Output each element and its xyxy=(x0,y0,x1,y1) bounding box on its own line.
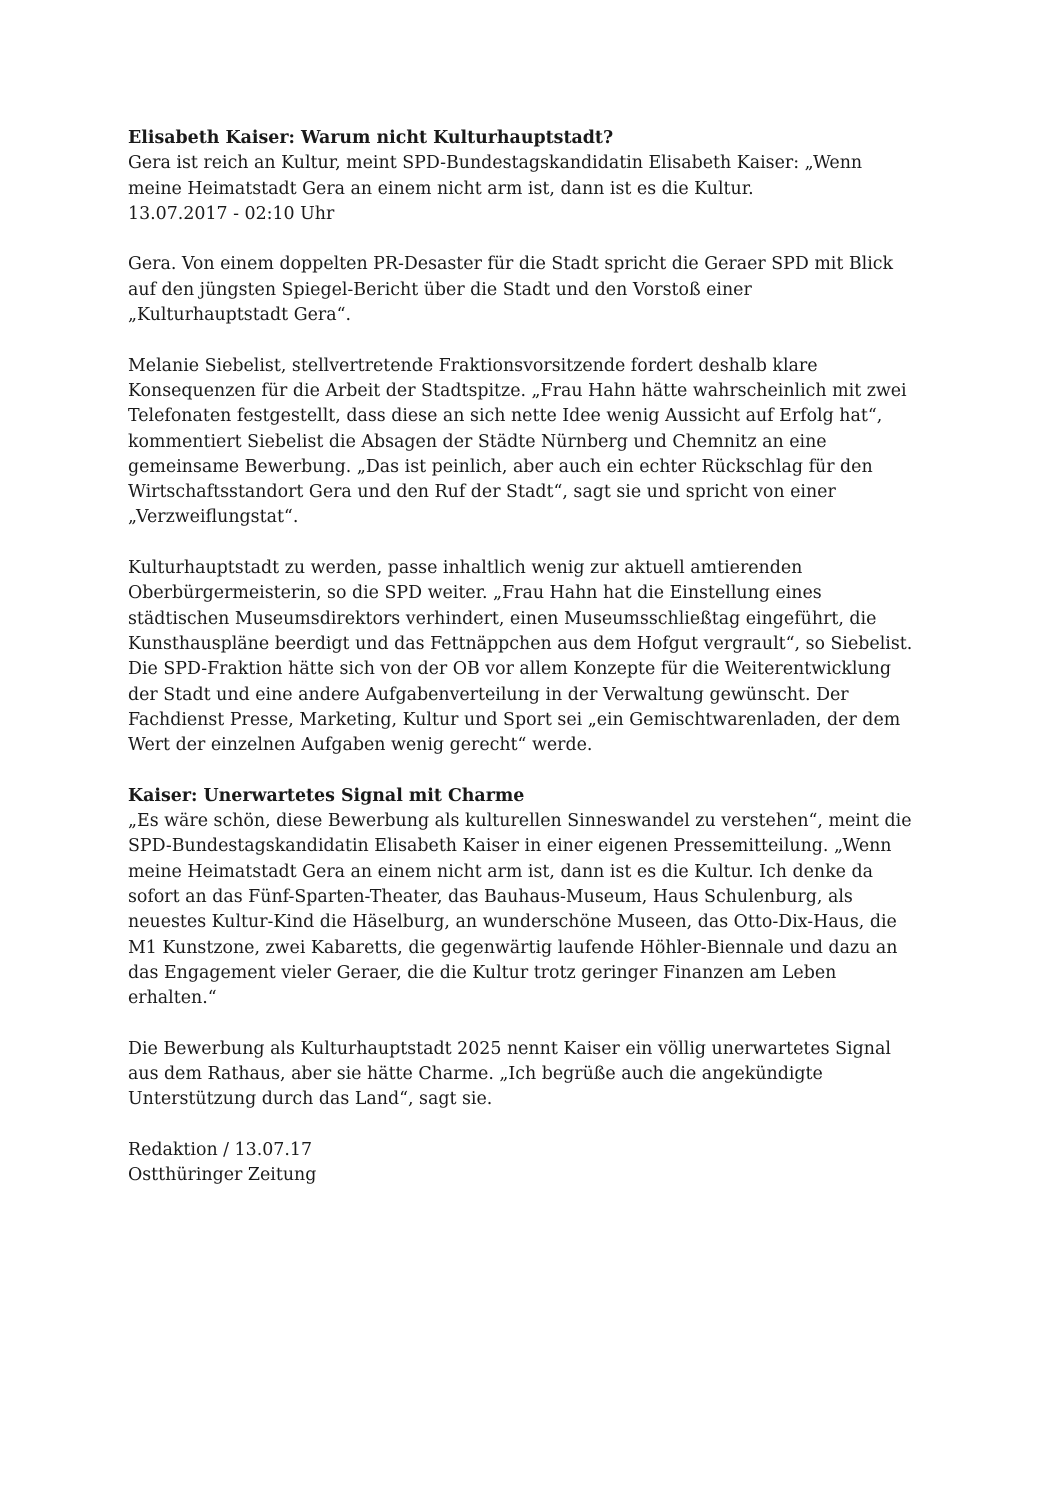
paragraph-spacer xyxy=(128,227,938,252)
paragraph-line: erhalten.“ xyxy=(128,988,217,1009)
article xyxy=(128,126,938,1188)
paragraph-spacer xyxy=(128,758,938,783)
dateline: 13.07.2017 - 02:10 Uhr xyxy=(128,203,335,224)
paragraph-line: städtischen Museumsdirektors verhindert, einen Museumsschließtag eingeführt, die xyxy=(128,608,877,629)
paragraph-line: auf den jüngsten Spiegel-Bericht über die Stadt und den Vorstoß einer xyxy=(128,279,752,300)
paragraph-line: SPD-Bundestagskandidatin Elisabeth Kaiser in einer eigenen Pressemitteilung. „Wenn xyxy=(128,836,892,857)
teaser-line: Gera ist reich an Kultur, meint SPD-Bundestagskandidatin Elisabeth Kaiser: „Wenn xyxy=(128,153,863,174)
paragraph-spacer xyxy=(128,531,938,556)
paragraph-line: Unterstützung durch das Land“, sagt sie. xyxy=(128,1089,493,1110)
paragraph-line: Fachdienst Presse, Marketing, Kultur und Sport sei „ein Gemischtwarenladen, der dem xyxy=(128,709,901,730)
paragraph-line: Wirtschaftsstandort Gera und den Ruf der Stadt“, sagt sie und spricht von einer xyxy=(128,482,836,503)
paragraph-line: Gera. Von einem doppelten PR-Desaster für die Stadt spricht die Geraer SPD mit Blick xyxy=(128,254,894,275)
paragraph-line: Die Bewerbung als Kulturhauptstadt 2025 nennt Kaiser ein völlig unerwartetes Signal xyxy=(128,1038,891,1059)
paragraph-line: Kunsthauspläne beerdigt und das Fettnäppchen aus dem Hofgut vergrault“, so Siebelist. xyxy=(128,633,913,654)
paragraph-spacer xyxy=(128,1113,938,1138)
paragraph-line: gemeinsame Bewerbung. „Das ist peinlich, aber auch ein echter Rückschlag für den xyxy=(128,456,873,477)
footer-credit: Redaktion / 13.07.17 xyxy=(128,1139,313,1160)
subheading: Kaiser: Unerwartetes Signal mit Charme xyxy=(128,785,525,806)
paragraph-line: neuestes Kultur-Kind die Häselburg, an wunderschöne Museen, das Otto-Dix-Haus, die xyxy=(128,912,897,933)
paragraph-line: aus dem Rathaus, aber sie hätte Charme. „Ich begrüße auch die angekündigte xyxy=(128,1063,823,1084)
paragraph-line: sofort an das Fünf-Sparten-Theater, das Bauhaus-Museum, Haus Schulenburg, als xyxy=(128,886,853,907)
paragraph-line: Telefonaten festgestellt, dass diese an sich nette Idee wenig Aussicht auf Erfolg hat“, xyxy=(128,406,883,427)
paragraph-spacer xyxy=(128,1011,938,1036)
paragraph-line: Wert der einzelnen Aufgaben wenig gerecht“ werde. xyxy=(128,735,593,756)
paragraph-line: Kulturhauptstadt zu werden, passe inhaltlich wenig zur aktuell amtierenden xyxy=(128,558,803,579)
paragraph-line: Melanie Siebelist, stellvertretende Fraktionsvorsitzende fordert deshalb klare xyxy=(128,355,818,376)
footer-source: Ostthüringer Zeitung xyxy=(128,1165,317,1186)
paragraph-line: „Kulturhauptstadt Gera“. xyxy=(128,305,351,326)
paragraph-line: „Verzweiflungstat“. xyxy=(128,507,299,528)
paragraph-line: Oberbürgermeisterin, so die SPD weiter. „Frau Hahn hat die Einstellung eines xyxy=(128,583,822,604)
paragraph-line: kommentiert Siebelist die Absagen der Städte Nürnberg und Chemnitz an eine xyxy=(128,431,827,452)
article-title: Elisabeth Kaiser: Warum nicht Kulturhauptstadt? xyxy=(128,128,614,148)
paragraph-line: das Engagement vieler Geraer, die die Kultur trotz geringer Finanzen am Leben xyxy=(128,962,837,983)
teaser-line: meine Heimatstadt Gera an einem nicht arm ist, dann ist es die Kultur. xyxy=(128,178,754,199)
paragraph-line: „Es wäre schön, diese Bewerbung als kulturellen Sinneswandel zu verstehen“, meint die xyxy=(128,811,912,832)
paragraph-line: M1 Kunstzone, zwei Kabaretts, die gegenwärtig laufende Höhler-Biennale und dazu an xyxy=(128,937,898,958)
paragraph-line: meine Heimatstadt Gera an einem nicht arm ist, dann ist es die Kultur. Ich denke da xyxy=(128,861,873,882)
paragraph-line: Die SPD-Fraktion hätte sich von der OB vor allem Konzepte für die Weiterentwicklung xyxy=(128,659,892,680)
paragraph-line: Konsequenzen für die Arbeit der Stadtspitze. „Frau Hahn hätte wahrscheinlich mit zwei xyxy=(128,380,907,401)
paragraph-spacer xyxy=(128,328,938,353)
paragraph-line: der Stadt und eine andere Aufgabenverteilung in der Verwaltung gewünscht. Der xyxy=(128,684,849,705)
